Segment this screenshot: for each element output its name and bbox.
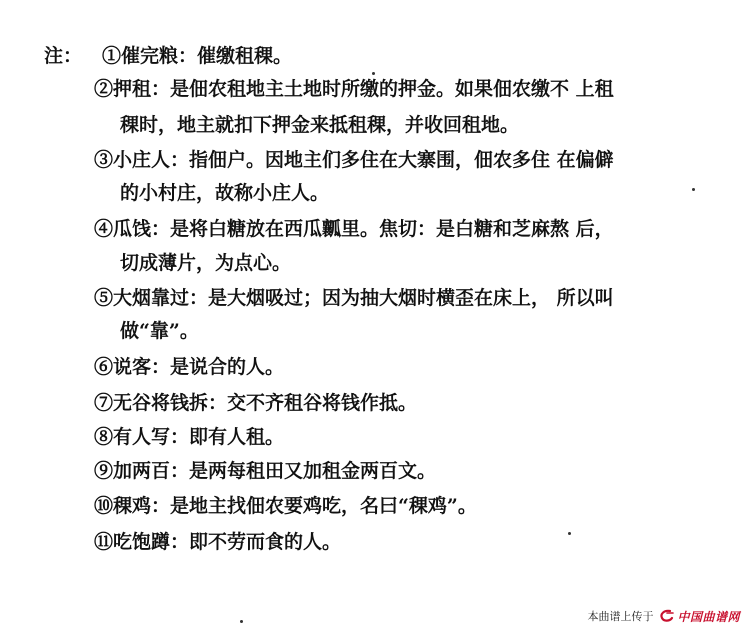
note-line: ④瓜饯：是将白糖放在西瓜瓤里。焦切：是白糖和芝麻熬 后， (94, 218, 614, 240)
upload-text: 本曲谱上传于 (587, 610, 654, 623)
note-line: ⑥说客：是说合的人。 (94, 356, 285, 378)
note-line: ②押租：是佃农租地主土地时所缴的押金。如果佃农缴不 上租 (94, 78, 614, 100)
scan-speck (692, 188, 695, 191)
note-line: 切成薄片，为点心。 (120, 252, 292, 274)
note-line: ⑦无谷将钱拆：交不齐租谷将钱作抵。 (94, 392, 418, 414)
note-line: ⑪吃饱蹲：即不劳而食的人。 (94, 531, 342, 553)
note-line: ⑩稞鸡：是地主找佃农要鸡吃，名曰“稞鸡”。 (94, 495, 477, 517)
logo-icon (659, 609, 675, 623)
note-line: 稞时，地主就扣下押金来抵租稞，并收回租地。 (120, 114, 520, 136)
notes-label: 注： (44, 45, 83, 67)
note-line: 做“靠”。 (120, 320, 199, 342)
note-line: ⑤大烟靠过：是大烟吸过；因为抽大烟时横歪在床上， 所以叫 (94, 287, 614, 309)
note-line: ③小庄人：指佃户。因地主们多住在大寨围，佃农多住 在偏僻 (94, 149, 614, 171)
scan-speck (568, 532, 571, 535)
note-line: ①催完粮：催缴租稞。 (102, 45, 293, 67)
scan-speck (372, 72, 375, 75)
scan-speck (240, 620, 243, 623)
logo-text: 中国曲谱网 (677, 609, 740, 624)
upload-credit (587, 605, 740, 627)
note-line: ⑧有人写：即有人租。 (94, 426, 285, 448)
note-line: 的小村庄，故称小庄人。 (120, 182, 330, 204)
note-line: ⑨加两百：是两每租田又加租金两百文。 (94, 460, 437, 482)
site-logo[interactable] (659, 608, 740, 625)
